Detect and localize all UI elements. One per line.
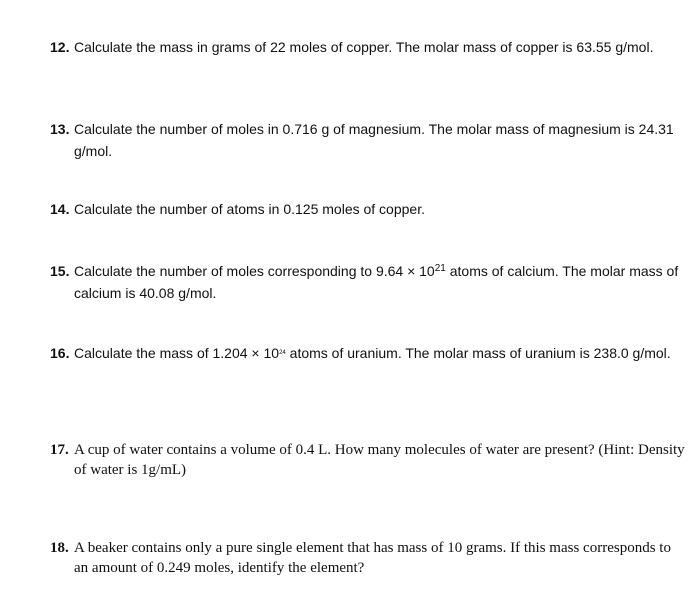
question-12 [50,36,686,58]
question-number: 15. [50,263,70,279]
exponent: 24 [279,350,286,356]
question-text: Calculate the number of moles in 0.716 g of magnesium. The molar mass of magnesium is 24.31 g/mol. [74,121,674,159]
question-16 [50,342,686,364]
question-number: 17. [50,442,69,458]
question-14 [50,198,686,220]
question-text-before: Calculate the mass of 1.204 × 10 [74,345,280,361]
question-number: 13. [50,121,70,137]
question-number: 16. [50,345,70,361]
question-text-before: Calculate the number of moles corresponding to 9.64 × 10 [74,263,435,279]
question-text: A cup of water contains a volume of 0.4 L. How many molecules of water are present? (Hint: Density of water is 1g/mL) [74,442,685,478]
question-text: A beaker contains only a pure single element that has mass of 10 grams. If this mass corresponds to an amount of 0.249 moles, identify the element? [74,540,671,576]
question-18 [50,538,686,578]
question-text: Calculate the number of atoms in 0.125 moles of copper. [74,201,425,217]
question-15 [50,260,686,304]
question-number: 12. [50,39,70,55]
question-text-after: atoms of calcium. The molar mass of calcium is 40.08 g/mol. [74,263,679,301]
question-number: 18. [50,540,69,556]
question-17 [50,440,686,480]
question-text-after: atoms of uranium. The molar mass of uranium is 238.0 g/mol. [285,345,671,361]
question-13 [50,118,686,162]
question-text: Calculate the mass in grams of 22 moles of copper. The molar mass of copper is 63.55 g/mol. [74,39,654,55]
question-number: 14. [50,201,70,217]
exponent: 21 [434,263,446,274]
